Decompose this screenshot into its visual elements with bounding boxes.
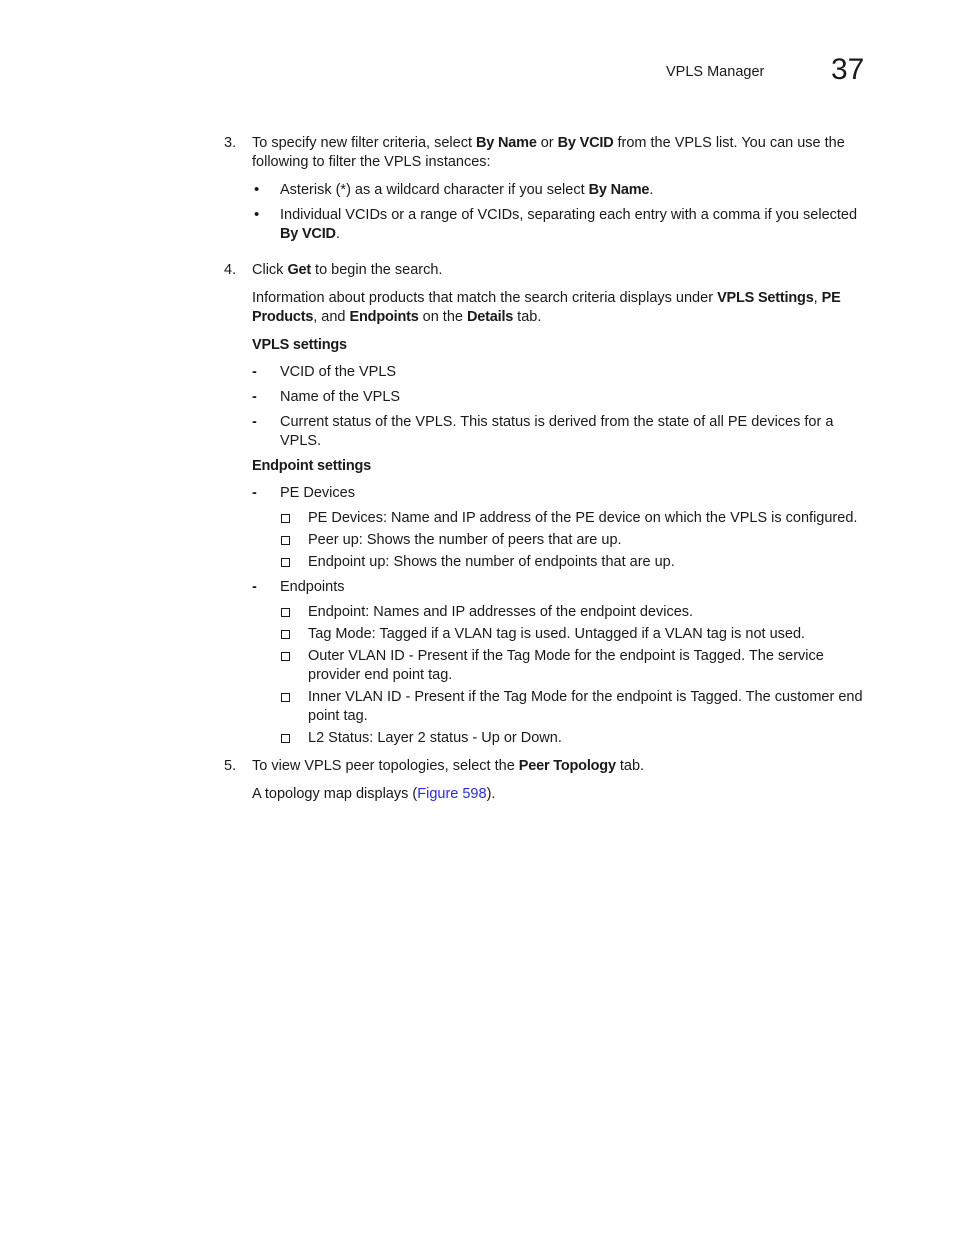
ui-term: Details: [467, 309, 514, 325]
list-item: [252, 363, 874, 382]
text: to begin the search.: [311, 262, 443, 278]
page-body: [224, 134, 874, 813]
checkbox-square-icon: [281, 536, 290, 545]
ui-term: VPLS Settings: [717, 290, 814, 306]
text: or: [536, 135, 558, 151]
text: Inner VLAN ID - Present if the Tag Mode for the endpoint is Tagged. The customer end point tag.: [308, 689, 863, 724]
checkbox-square-icon: [281, 608, 290, 617]
text: VCID of the VPLS: [280, 364, 397, 380]
step-5: [224, 757, 874, 804]
text: PE Devices: Name and IP address of the PE device on which the VPLS is configured.: [308, 510, 858, 526]
text: Endpoint up: Shows the number of endpoints that are up.: [308, 554, 675, 570]
bullet-icon: •: [254, 181, 260, 198]
ui-term: By VCID: [280, 226, 336, 242]
list-item: [252, 413, 874, 451]
step-5-text: [252, 757, 874, 776]
dash-icon: -: [252, 414, 257, 430]
text: , and: [313, 309, 350, 325]
text: ).: [486, 786, 496, 802]
list-item-endpoints: [252, 578, 874, 597]
endpoint-settings-list: [252, 484, 874, 748]
vpls-settings-list: [252, 363, 874, 451]
checkbox-square-icon: [281, 693, 290, 702]
text: Asterisk (*) as a wildcard character if you select: [280, 182, 589, 198]
sub-list-item: [252, 553, 874, 572]
sub-list-item: [252, 688, 874, 726]
text: Name of the VPLS: [280, 389, 401, 405]
step-4-info: [252, 289, 874, 327]
step-number: 5.: [224, 758, 237, 774]
checkbox-square-icon: [281, 558, 290, 567]
step-4: [224, 261, 874, 748]
text: tab.: [615, 758, 645, 774]
text: Current status of the VPLS. This status is derived from the state of all PE devices for a VPLS.: [280, 414, 834, 449]
text: on the: [418, 309, 467, 325]
text: Endpoint: Names and IP addresses of the endpoint devices.: [308, 604, 694, 620]
endpoint-settings-heading: Endpoint settings: [252, 458, 372, 474]
dash-icon: -: [252, 389, 257, 405]
ui-term: Get: [287, 262, 312, 278]
text: Click: [252, 262, 288, 278]
text: Peer up: Shows the number of peers that are up.: [308, 532, 622, 548]
running-header-section: VPLS Manager: [666, 64, 765, 80]
text: .: [335, 226, 340, 242]
checkbox-square-icon: [281, 630, 290, 639]
text: Outer VLAN ID - Present if the Tag Mode for the endpoint is Tagged. The service provider end point tag.: [308, 648, 824, 683]
bullet-list: [252, 181, 874, 244]
dash-icon: -: [252, 485, 257, 501]
text: Individual VCIDs or a range of VCIDs, separating each entry with a comma if you selected: [280, 207, 858, 223]
text: Endpoints: [280, 579, 345, 595]
list-item: [252, 388, 874, 407]
checkbox-square-icon: [281, 652, 290, 661]
text: Information about products that match the search criteria displays under: [252, 290, 718, 306]
text: To view VPLS peer topologies, select the: [252, 758, 519, 774]
vpls-settings-heading: VPLS settings: [252, 337, 347, 353]
figure-link[interactable]: Figure 598: [417, 786, 487, 802]
ui-term: Peer Topology: [518, 758, 616, 774]
list-item-pe-devices: [252, 484, 874, 503]
list-item: [252, 181, 874, 200]
step-4-text: [252, 261, 874, 280]
ui-term: Endpoints: [349, 309, 419, 325]
checkbox-square-icon: [281, 514, 290, 523]
sub-list-item: [252, 603, 874, 622]
text: Tag Mode: Tagged if a VLAN tag is used. Untagged if a VLAN tag is not used.: [308, 626, 806, 642]
ui-term: PE Products: [252, 290, 841, 325]
ui-term: By Name: [476, 135, 537, 151]
sub-list-item: [252, 531, 874, 550]
dash-icon: -: [252, 364, 257, 380]
text: ,: [813, 290, 822, 306]
step-number: 4.: [224, 262, 237, 278]
list-item: [252, 206, 874, 244]
sub-list-item: [252, 625, 874, 644]
text: tab.: [513, 309, 542, 325]
text: .: [649, 182, 654, 198]
text: PE Devices: [280, 485, 355, 501]
chapter-number: 37: [831, 53, 865, 86]
text: To specify new filter criteria, select: [252, 135, 477, 151]
sub-list-item: [252, 509, 874, 528]
step-number: 3.: [224, 135, 237, 151]
sub-list-item: [252, 729, 874, 748]
step-3: [224, 134, 874, 244]
step-5-map: [252, 785, 874, 804]
sub-list-item: [252, 647, 874, 685]
text: A topology map displays (: [252, 786, 418, 802]
ui-term: By VCID: [557, 135, 614, 151]
ui-term: By Name: [588, 182, 650, 198]
step-3-text: [252, 134, 874, 172]
text: L2 Status: Layer 2 status - Up or Down.: [308, 730, 562, 746]
text: from the VPLS list. You can use the following to filter the VPLS instances:: [252, 135, 845, 170]
dash-icon: -: [252, 579, 257, 595]
checkbox-square-icon: [281, 734, 290, 743]
bullet-icon: •: [254, 206, 260, 223]
